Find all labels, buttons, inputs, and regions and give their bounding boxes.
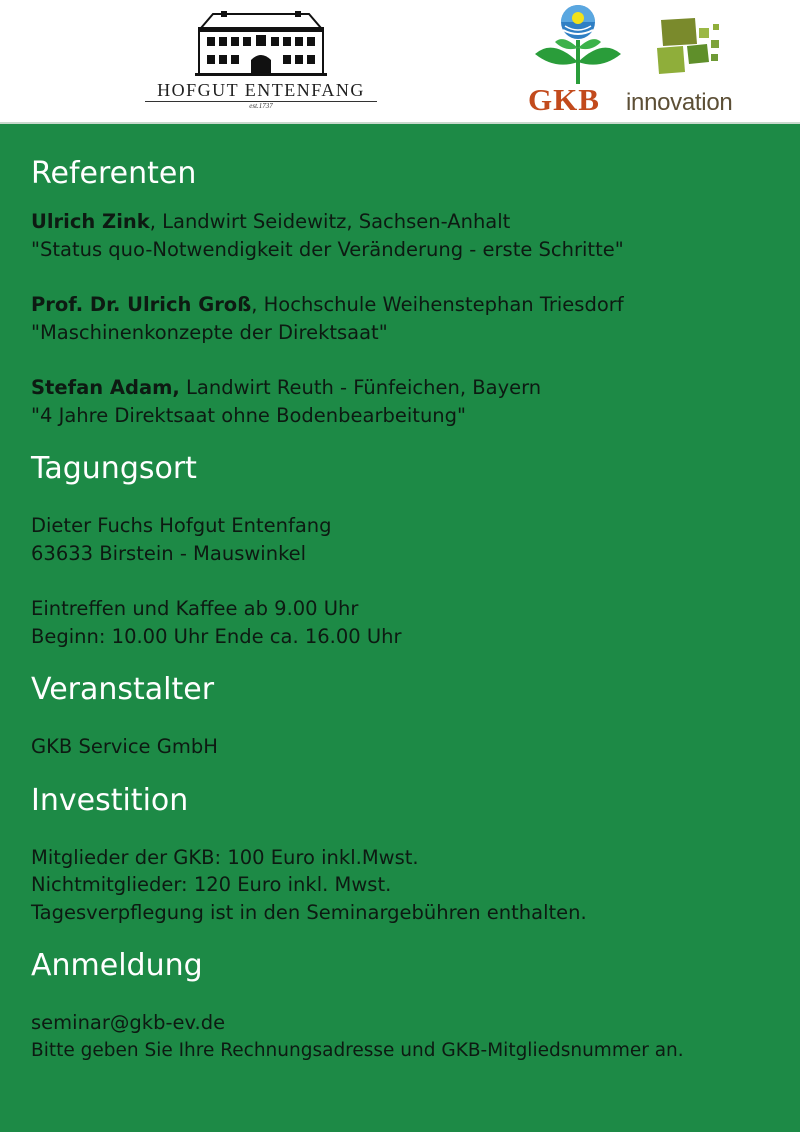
speaker-3-affiliation: Landwirt Reuth - Fünfeichen, Bayern bbox=[179, 376, 542, 399]
start-end-time: Beginn: 10.00 Uhr Ende ca. 16.00 Uhr bbox=[31, 624, 402, 648]
gkb-wordmark: GKB bbox=[528, 82, 600, 117]
speaker-2-name: Prof. Dr. Ulrich Groß bbox=[31, 293, 252, 316]
venue-address-line2: 63633 Birstein - Mauswinkel bbox=[31, 541, 307, 565]
green-blocks-icon bbox=[655, 14, 725, 80]
heading-investition: Investition bbox=[31, 782, 189, 818]
header-logo-bar bbox=[0, 0, 800, 124]
hofgut-established: est.1737 bbox=[249, 102, 273, 110]
speaker-2-affiliation: , Hochschule Weihenstephan Triesdorf bbox=[251, 293, 624, 316]
heading-tagungsort: Tagungsort bbox=[31, 451, 197, 486]
organizer-name: GKB Service GmbH bbox=[31, 735, 218, 758]
flower-icon bbox=[533, 4, 623, 86]
speaker-3-line bbox=[31, 374, 781, 402]
price-non-members: Nichtmitglieder: 120 Euro inkl. Mwst. bbox=[31, 873, 392, 896]
heading-referenten: Referenten bbox=[31, 156, 197, 191]
venue-address-line1: Dieter Fuchs Hofgut Entenfang bbox=[31, 514, 332, 537]
hofgut-entenfang-logo bbox=[145, 10, 377, 114]
speaker-2-line bbox=[31, 291, 781, 319]
content-area bbox=[31, 152, 781, 1064]
heading-veranstalter: Veranstalter bbox=[31, 672, 215, 707]
catering-note: Tagesverpflegung ist in den Seminargebühren enthalten. bbox=[31, 900, 587, 924]
speaker-2 bbox=[31, 291, 781, 346]
registration-email[interactable]: seminar@gkb-ev.de bbox=[31, 1011, 226, 1034]
price-members: Mitglieder der GKB: 100 Euro inkl.Mwst. bbox=[31, 845, 419, 869]
speaker-2-talk: "Maschinenkonzepte der Direktsaat" bbox=[31, 320, 388, 344]
speaker-1-affiliation: , Landwirt Seidewitz, Sachsen-Anhalt bbox=[149, 210, 511, 233]
speaker-1-talk: "Status quo-Notwendigkeit der Veränderung - erste Schritte" bbox=[31, 237, 624, 261]
speaker-3-talk: "4 Jahre Direktsaat ohne Bodenbearbeitung" bbox=[31, 403, 467, 427]
speaker-3-name: Stefan Adam, bbox=[31, 376, 180, 399]
speaker-1-line bbox=[31, 208, 781, 236]
speaker-1-name: Ulrich Zink bbox=[31, 210, 150, 233]
manor-house-icon bbox=[193, 10, 329, 78]
heading-anmeldung: Anmeldung bbox=[31, 948, 203, 983]
arrival-time: Eintreffen und Kaffee ab 9.00 Uhr bbox=[31, 597, 359, 620]
registration-note: Bitte geben Sie Ihre Rechnungsadresse und GKB-Mitgliedsnummer an. bbox=[31, 1039, 684, 1061]
speaker-3 bbox=[31, 374, 781, 429]
speaker-1 bbox=[31, 208, 781, 263]
gkb-innovation-logo bbox=[525, 4, 770, 116]
hofgut-name: HOFGUT ENTENFANG bbox=[145, 80, 377, 102]
innovation-wordmark: innovation bbox=[626, 89, 733, 116]
